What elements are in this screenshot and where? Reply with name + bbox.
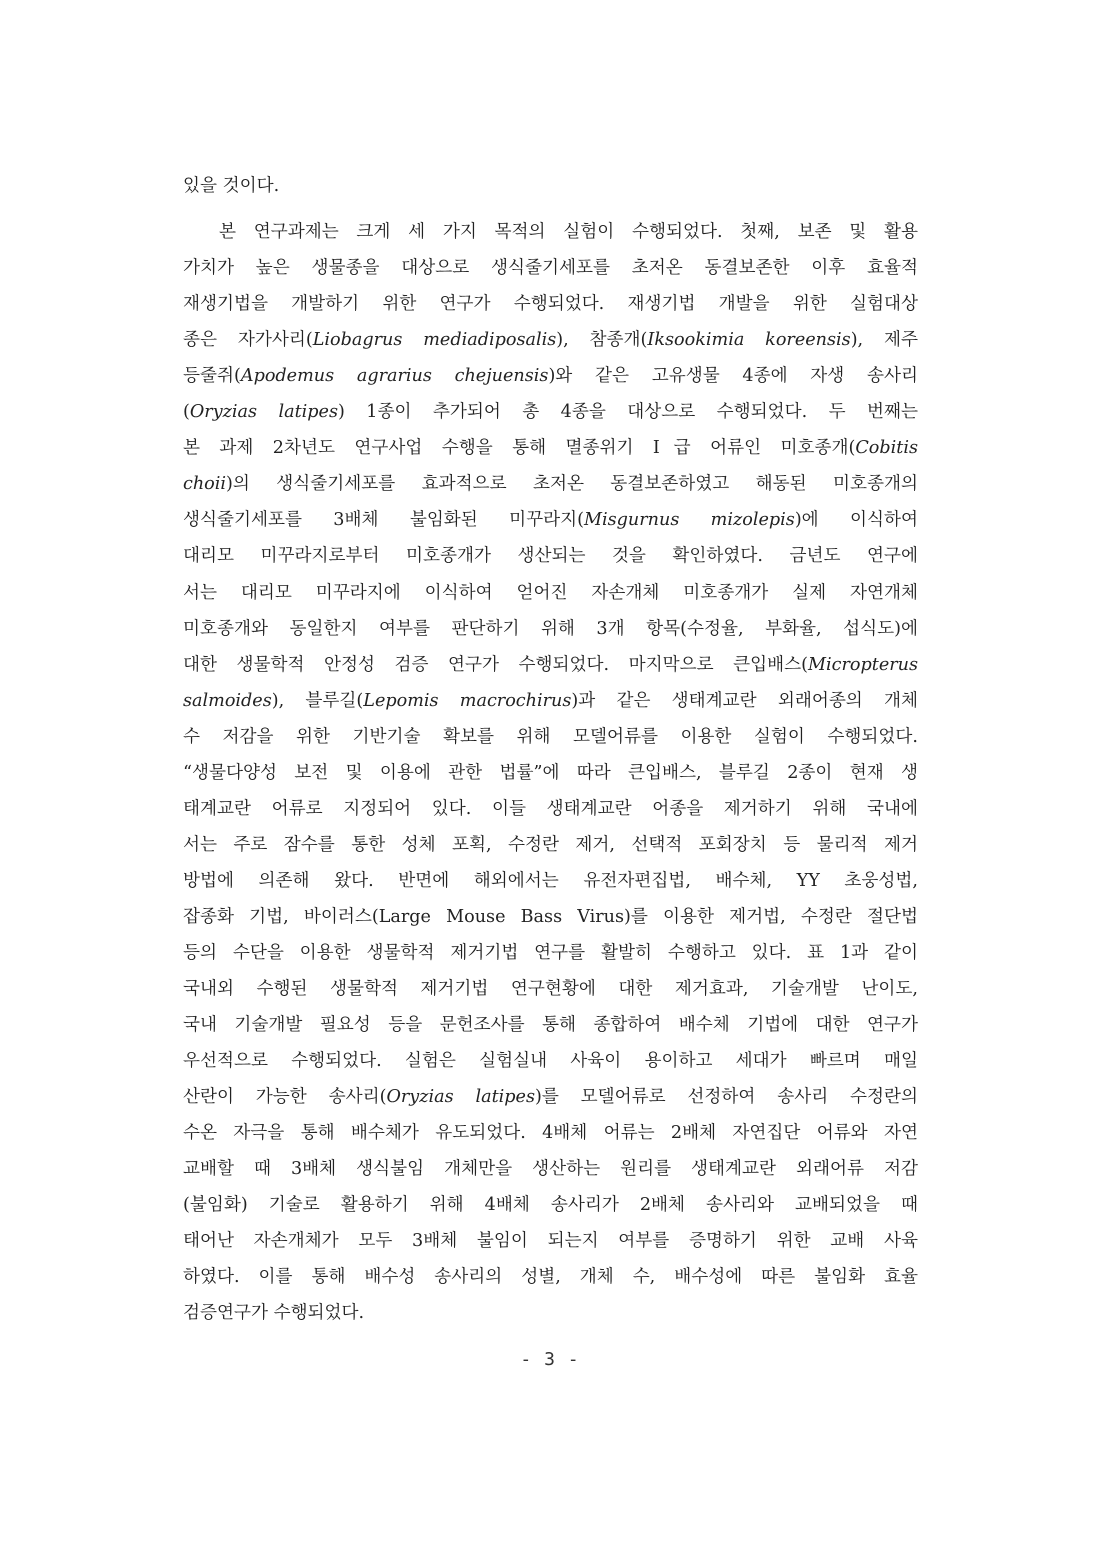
text-run: 생식줄기세포를 3배체 불임화된 미꾸라지( <box>183 510 584 531</box>
paragraph-line <box>183 322 918 358</box>
paragraph-line <box>183 502 918 538</box>
species-name: Oryzias latipes <box>386 1087 535 1108</box>
text-run: 미호종개와 동일한지 여부를 판단하기 위해 3개 항목(수정율, 부화율, 섭식도)에 <box>183 618 918 639</box>
text-run: 종은 자가사리( <box>183 330 313 351</box>
species-name: Iksookimia koreensis <box>647 330 851 351</box>
text-run: 수 저감을 위한 기반기술 확보를 위해 모델어류를 이용한 실험이 수행되었다. <box>183 726 918 747</box>
text-run: ) 1종이 추가되어 총 4종을 대상으로 수행되었다. 두 번째는 <box>338 402 919 423</box>
paragraph-line <box>183 1259 918 1295</box>
paragraph-line <box>183 935 918 971</box>
text-run: 잡종화 기법, 바이러스(Large Mouse Bass Virus)를 이용한 제거법, 수정란 절단법 <box>183 906 918 927</box>
text-run: “생물다양성 보전 및 이용에 관한 법률”에 따라 큰입배스, 블루길 2종이 현재 생 <box>183 762 918 783</box>
paragraph-line <box>183 1043 918 1079</box>
text-run: )과 같은 생태계교란 외래어종의 개체 <box>571 690 918 711</box>
text-run: 대한 생물학적 안정성 검증 연구가 수행되었다. 마지막으로 큰입배스( <box>183 654 808 675</box>
text-run: 국내외 수행된 생물학적 제거기법 연구현황에 대한 제거효과, 기술개발 난이도, <box>183 979 918 1000</box>
paragraph-line <box>183 575 918 611</box>
paragraph-line <box>183 1187 918 1223</box>
species-name: Lepomis macrochirus <box>363 690 572 711</box>
species-name: Liobagrus mediadiposalis <box>312 330 557 351</box>
text-run: 태어난 자손개체가 모두 3배체 불임이 되는지 여부를 증명하기 위한 교배 사육 <box>183 1231 918 1252</box>
text-run: 재생기법을 개발하기 위한 연구가 수행되었다. 재생기법 개발을 위한 실험대상 <box>183 294 918 315</box>
paragraph-line <box>183 1295 918 1331</box>
text-run: )의 생식줄기세포를 효과적으로 초저온 동결보존하였고 해동된 미호종개의 <box>226 474 918 495</box>
species-name: salmoides <box>183 690 272 711</box>
paragraph-line <box>183 827 918 863</box>
paragraph-line <box>183 1007 918 1043</box>
text-run: )에 이식하여 <box>794 510 918 531</box>
text-run: ), 제주 <box>850 330 918 351</box>
opening-line: 있을 것이다. <box>183 176 280 196</box>
page-number: - 3 - <box>520 1349 580 1370</box>
paragraph-line <box>183 611 918 647</box>
paragraph-line <box>183 647 918 683</box>
paragraph-line <box>183 719 918 755</box>
text-run: 방법에 의존해 왔다. 반면에 해외에서는 유전자편집법, 배수체, YY 초웅성법, <box>183 870 918 891</box>
species-name: choii <box>183 474 227 495</box>
paragraph-line <box>183 214 918 250</box>
text-run: 서는 주로 잠수를 통한 성체 포획, 수정란 제거, 선택적 포회장치 등 물리적 제거 <box>183 834 918 855</box>
paragraph-gap <box>183 204 918 214</box>
paragraph-line <box>183 899 918 935</box>
species-name: Apodemus agrarius chejuensis <box>240 366 549 387</box>
text-run: 가치가 높은 생물종을 대상으로 생식줄기세포를 초저온 동결보존한 이후 효율적 <box>183 258 918 279</box>
text-run: )를 모델어류로 선정하여 송사리 수정란의 <box>534 1087 918 1108</box>
paragraph-line <box>183 1115 918 1151</box>
paragraph-line <box>183 358 918 394</box>
paragraph-line <box>183 1079 918 1115</box>
paragraph-line <box>183 286 918 322</box>
paragraph-line <box>183 430 918 466</box>
species-name: Cobitis <box>855 438 918 459</box>
text-run: )와 같은 고유생물 4종에 자생 송사리 <box>548 366 918 387</box>
text-run: 등줄쥐( <box>183 366 241 387</box>
species-name: Micropterus <box>807 654 918 675</box>
paragraph-line <box>183 791 918 827</box>
text-run: 교배할 때 3배체 생식불임 개체만을 생산하는 원리를 생태계교란 외래어류 저감 <box>183 1159 918 1180</box>
body-text <box>183 168 918 1332</box>
text-run: 태계교란 어류로 지정되어 있다. 이들 생태계교란 어종을 제거하기 위해 국내에 <box>183 798 918 819</box>
paragraph-line <box>183 755 918 791</box>
species-name: Misgurnus mizolepis <box>583 510 795 531</box>
text-run: 등의 수단을 이용한 생물학적 제거기법 연구를 활발히 수행하고 있다. 표 1과 같이 <box>183 942 918 963</box>
text-run: 검증연구가 수행되었다. <box>183 1303 365 1324</box>
main-paragraph <box>183 214 918 1331</box>
paragraph-line <box>183 394 918 430</box>
paragraph-line <box>183 683 918 719</box>
paragraph-line <box>183 538 918 574</box>
text-run: ), 블루길( <box>271 690 364 711</box>
paragraph-line <box>183 466 918 502</box>
text-run: 국내 기술개발 필요성 등을 문헌조사를 통해 종합하여 배수체 기법에 대한 연구가 <box>183 1015 918 1036</box>
text-run: 본 연구과제는 크게 세 가지 목적의 실험이 수행되었다. 첫째, 보존 및 활용 <box>219 222 918 243</box>
paragraph-line <box>183 250 918 286</box>
paragraph-line <box>183 1151 918 1187</box>
text-run: 수온 자극을 통해 배수체가 유도되었다. 4배체 어류는 2배체 자연집단 어류와 자연 <box>183 1123 918 1144</box>
text-run: (불임화) 기술로 활용하기 위해 4배체 송사리가 2배체 송사리와 교배되었을 때 <box>183 1195 918 1216</box>
paragraph-line <box>183 1223 918 1259</box>
text-run: 본 과제 2차년도 연구사업 수행을 통해 멸종위기 Ⅰ급 어류인 미호종개( <box>183 438 856 459</box>
paragraph-line <box>183 971 918 1007</box>
text-run: 산란이 가능한 송사리( <box>183 1087 387 1108</box>
text-run: 대리모 미꾸라지로부터 미호종개가 생산되는 것을 확인하였다. 금년도 연구에 <box>183 546 918 567</box>
text-run: ), 참종개( <box>556 330 648 351</box>
paragraph-line <box>183 863 918 899</box>
text-run: 서는 대리모 미꾸라지에 이식하여 얻어진 자손개체 미호종개가 실제 자연개체 <box>183 582 918 603</box>
text-run: ( <box>183 402 190 423</box>
text-run: 우선적으로 수행되었다. 실험은 실험실내 사육이 용이하고 세대가 빠르며 매일 <box>183 1051 918 1072</box>
species-name: Oryzias latipes <box>189 402 338 423</box>
text-run: 하였다. 이를 통해 배수성 송사리의 성별, 개체 수, 배수성에 따른 불임화 효율 <box>183 1267 918 1288</box>
